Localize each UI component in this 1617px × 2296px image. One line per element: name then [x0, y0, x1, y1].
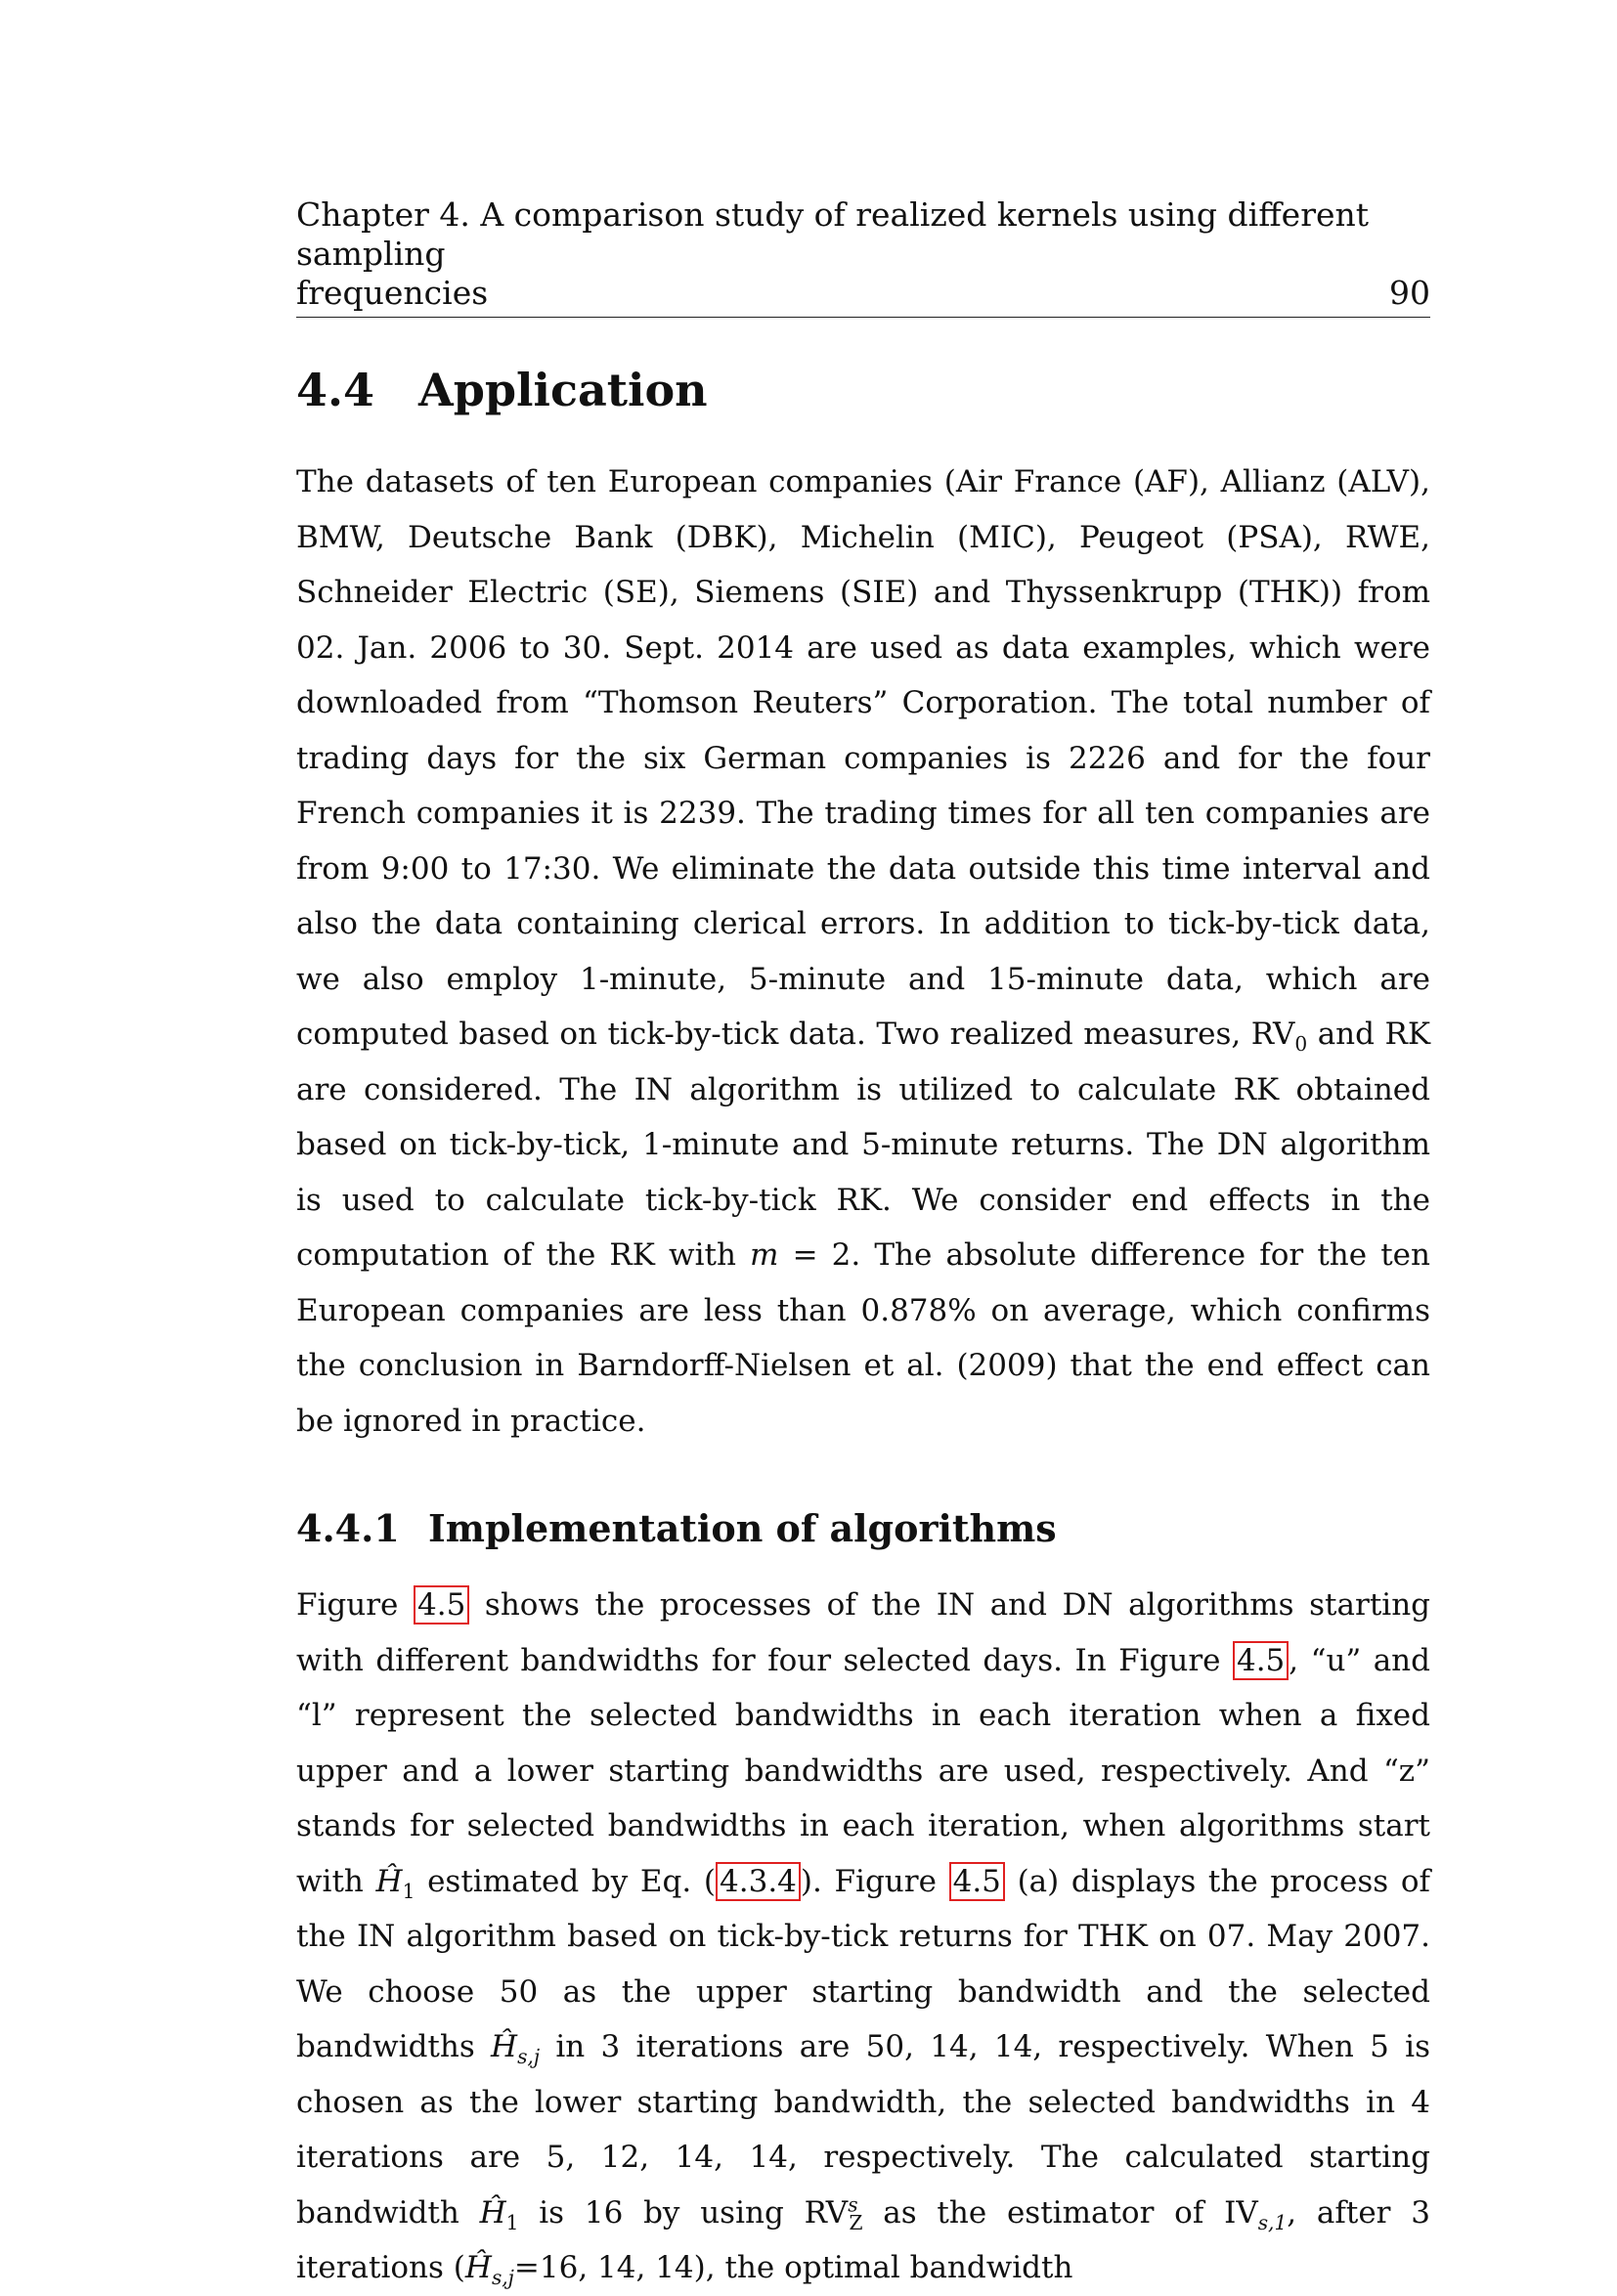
- p2-text-2: shows the processes of the IN and DN algorithms starting with different bandwidths for four selected days. In Figure: [296, 1587, 1430, 1678]
- equation-ref-link[interactable]: 4.3.4: [716, 1862, 801, 1901]
- running-header: [296, 195, 1430, 318]
- math-superscript: s: [848, 2192, 858, 2217]
- paragraph1-text-end: = 2. The absolute difference for the ten European companies are less than 0.878% on average, which confirms the conclusion in Barndorff-Nielsen et al. (2009) that the end effect can be ignored in practice.: [296, 1237, 1430, 1439]
- section-heading: [296, 361, 1430, 419]
- paragraph1-text: The datasets of ten European companies (Air France (AF), Allianz (ALV), BMW, Deutsche Bank (DBK), Michelin (MIC), Peugeot (PSA), RWE, Schneider Electric (SE), Siemens (SIE) and Thyssenkrupp (THK)) from 02. Jan. 2006 to 30. Sept. 2014 are used as data examples, which were downloaded from “Thomson Reuters” Corporation. The total number of trading days for the six German companies is 2226 and for the four French companies it is 2239. The trading times for all ten companies are from 9:00 to 17:30. We eliminate the data outside this time interval and also the data containing clerical errors. In addition to tick-by-tick data, we also employ 1-minute, 5-minute and 15-minute data, which are computed based on tick-by-tick data. Two realized measures, RV: [296, 464, 1430, 1052]
- p2-text-4: estimated by Eq. (: [415, 1863, 717, 1899]
- paragraph-implementation: [296, 1578, 1430, 2296]
- figure-ref-link[interactable]: 4.5: [949, 1862, 1005, 1901]
- math-h-hat: Ĥ: [464, 2250, 492, 2285]
- subsection-number: 4.4.1: [296, 1506, 400, 1550]
- math-subscript: s,j: [491, 2266, 514, 2290]
- math-h-hat: Ĥ: [491, 2029, 518, 2064]
- chapter-title-line2: frequencies: [296, 274, 489, 312]
- chapter-title-line2-row: [296, 274, 1430, 313]
- math-subscript: s,1: [1257, 2210, 1288, 2234]
- subsection-title: Implementation of algorithms: [428, 1506, 1057, 1550]
- rv-subscript: 0: [1294, 1032, 1308, 1057]
- p2-text-7: in 3 iterations are 50, 14, 14, respectively. When 5 is chosen as the lower starting bandwidth, the selected bandwidths in 4 iterations are 5, 12, 14, 14, respectively. The calculated starting bandwidth: [296, 2029, 1430, 2231]
- figure-ref-link[interactable]: 4.5: [414, 1585, 469, 1625]
- p2-text-5: ). Figure: [800, 1863, 949, 1899]
- page-number: 90: [1389, 274, 1430, 312]
- section-title: Application: [418, 364, 708, 416]
- p2-text-8: is 16 by using RV: [518, 2194, 849, 2231]
- subsection-heading: [296, 1503, 1430, 1554]
- p2-text-3: , “u” and “l” represent the selected bandwidths in each iteration when a fixed upper and a lower starting bandwidths are used, respectively. And “z” stands for selected bandwidths in each iteration, when algorithms start with: [296, 1642, 1430, 1899]
- page: [296, 195, 1430, 2296]
- p2-text-1: Figure: [296, 1587, 415, 1623]
- section-number: 4.4: [296, 364, 375, 416]
- p2-text-10: , after 3 iterations (: [296, 2194, 1430, 2285]
- math-subscript: Z: [849, 2210, 863, 2234]
- chapter-title-line1: Chapter 4. A comparison study of realized kernels using different sampling: [296, 195, 1370, 273]
- math-m: m: [750, 1237, 779, 1273]
- figure-ref-link[interactable]: 4.5: [1233, 1641, 1289, 1680]
- paragraph1-text-rest: and RK are considered. The IN algorithm is utilized to calculate RK obtained based on tick-by-tick, 1-minute and 5-minute returns. The DN algorithm is used to calculate tick-by-tick RK. We consider end effects in the computation of the RK with: [296, 1017, 1430, 1273]
- math-subscript: 1: [402, 1879, 415, 1903]
- math-h-hat: Ĥ: [375, 1863, 403, 1899]
- p2-text-11: =16, 14, 14), the optimal bandwidth: [513, 2250, 1073, 2285]
- math-subscript: 1: [505, 2210, 519, 2234]
- math-h-hat: Ĥ: [479, 2194, 506, 2231]
- p2-text-9: as the estimator of IV: [862, 2194, 1258, 2231]
- paragraph-application: [296, 455, 1430, 1449]
- math-subscript: s,j: [517, 2045, 541, 2069]
- p2-text-6: (a) displays the process of the IN algorithm based on tick-by-tick returns for THK on 07. May 2007. We choose 50 as the upper starting bandwidth and the selected bandwidths: [296, 1863, 1430, 2064]
